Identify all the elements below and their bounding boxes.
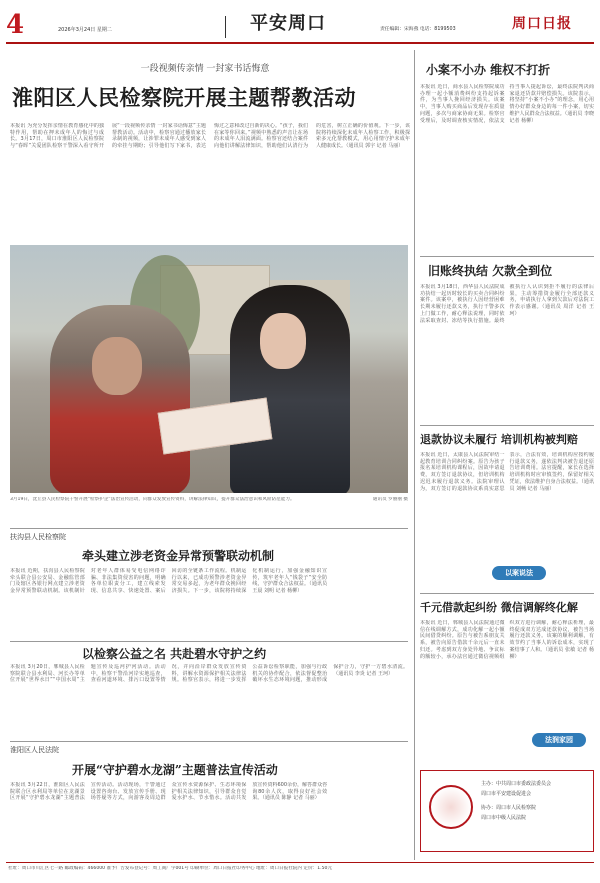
ecology-body: 本报讯 3月20日，郸城县人民检察院联合县水利局、河长办等单位开展“世界水日”“中国水周”主题宣传及巡河护河活动。活动中，检察干警沿河岸实地巡查，查看河道环境、排污口设置等情况，并向沿岸群众发放宣传资料，讲解水资源保护相关法律法规。检察官表示，将进一步发挥公益诉讼检察职能，加强与行政机关的协作配合，依法督促整治破坏水生态环境问题，推动形成保护合力，守护一方碧水清流。（通讯员 李炎 记者 王珂） (10, 664, 408, 684)
news-photo (10, 245, 408, 493)
dragon-headline: 开展“守护碧水龙湖”主题普法宣传活动 (72, 763, 278, 777)
small-case-headline: 小案不小办 维权不打折 (426, 63, 551, 77)
divider-5 (420, 425, 594, 426)
lead-headline: 淮阳区人民检察院开展主题帮教活动 (12, 85, 356, 110)
divider-2 (10, 641, 408, 642)
fraud-body: 本报讯 近期，扶沟县人民检察院牵头联合县公安局、金融监管部门及辖区各银行网点建立涉老资金异常预警联动机制。该机制针对老年人群体易受电信网络诈骗、非法集资侵害的问题，明确各单位职责分工，建立线索发现、信息共享、快速处置、案后回访的全链条工作流程。机制运行以来，已成功预警涉老资金异常交易多起，为老年群众挽回经济损失。下一步，该院将持续深化机制运行，加强金融知识宣传，筑牢老年人“钱袋子”安全防线，守护群众合法权益。（通讯员 王晨 刘明 记者 杨柳） (10, 568, 328, 595)
header-rule (6, 42, 594, 44)
divider-4 (420, 256, 594, 257)
photo-prosecutor-face (260, 313, 306, 369)
badge-case-talk (492, 566, 546, 580)
caption-text: 3月19日，沈丘县人民检察院干警开展“检察护企”法治宣传活动，向群众发放宣传资料，讲解法律知识，提升群众法治意识和风险防范能力。 (10, 497, 295, 502)
badge-law-home (532, 733, 586, 747)
small-case-body: 本报讯 近日，商水县人民检察院成功办理一起小额消费纠纷支持起诉案件，为当事人挽回经济损失。该案中，当事人购买商品后发现存在质量问题，多次与商家协商无果。检察官受理后，及时调查核实情况，依法支持当事人提起诉讼，最终法院判决商家退还货款并赔偿损失。该院表示，将坚持“小案不小办”的理念，用心用情办好群众身边的每一件小案，切实维护人民群众合法权益。（通讯员 李晓 记者 杨柳） (420, 84, 594, 124)
kicker-text: 一段视频传亲情 一封家书话悔意 (140, 64, 270, 74)
section-title: 平安周口 (250, 13, 326, 34)
footer-text: 社址：周口市川汇区七一路 邮政编码：466000 准予广告发布登记号：周工商广字001号 印刷单位：周口日报社印务中心 地址：周口日报社院内 定价：1.50元 (8, 866, 333, 871)
divider-1 (10, 528, 408, 529)
photo-credit: 通讯员 罗丽丽 摄 (372, 497, 408, 502)
sponsor-emblem (429, 785, 473, 829)
sponsor-line-4: 周口市中级人民法院 (481, 815, 527, 821)
photo-caption (10, 497, 408, 519)
photo-woman-face (92, 337, 142, 395)
issue-date: 2026年3月24日 星期二 (58, 27, 112, 33)
page-number: 4 (6, 10, 25, 40)
dragon-tag: 淮阳区人民法院 (10, 746, 59, 754)
loan-body: 本报讯 近日，郸城县人民法院通过微信在线调解方式，成功化解一起小额民间借贷纠纷。原告与被告系朋友关系，被告向原告借款千余元后一直未归还。考虑到双方身处异地、争议标的额较小，承办法官通过微信视频组织双方进行调解，耐心释法析理，最终促成双方达成还款协议，被告当场履行还款义务。该案的顺利调解，有效节约了当事人的诉讼成本，实现了案结事了人和。（通讯员 张敏 记者 杨柳） (420, 620, 594, 660)
sponsor-line-3: 协办：周口市人民检察院 (481, 805, 537, 811)
newspaper-logo: 周口日报 (512, 16, 572, 32)
refund-headline: 退款协议未履行 培训机构被判赔 (420, 433, 578, 446)
fraud-tag: 扶沟县人民检察院 (10, 533, 66, 541)
sponsor-box (420, 770, 594, 852)
badge-case-talk-label: 以案说法 (505, 569, 533, 577)
editor-info: 责任编辑：宋海燕 电话：8199503 (380, 27, 456, 32)
divider-6 (420, 593, 594, 594)
lead-body: 本报讯 为充分发挥亲情在教育感化中的独特作用，帮助在押未成年人的悔过与成长。3月17日，周口市淮阳区人民检察院与“春晖”关爱团队检察干警深入看守所开展“一段视频传亲情 一封家书话悔意”主题帮教活动。活动中，检察官通过播放家长录制的视频，让涉罪未成年人感受到家人的牵挂与期盼；引导他们写下家书，表达悔过之意和改过自新的决心。“孩子，我们在家等你回来。”视频中熟悉的声音让在场的未成年人泪流满面。检察官还结合案件向他们讲解法律知识，帮助他们认清行为的危害，树立正确的价值观。下一步，该院将持续深化未成年人检察工作，积极探索多元化帮教模式，用心用情守护未成年人健康成长。（通讯员 郭宇 记者 马丽） (10, 123, 410, 150)
sponsor-line-2: 周口市平安建设促进会 (481, 791, 532, 797)
column-separator (414, 50, 415, 860)
refund-body: 本报讯 近日，太康县人民法院审结一起教育培训合同纠纷案。原告为孩子报名某培训机构课程后，因故申请退费，双方签订退款协议，但培训机构迟迟未履行退款义务。法院审理认为，双方签订的退款协议系真实意思表示，合法有效，培训机构应按约履行退款义务，遂依法判决被告退还原告培训费用。法官提醒，家长在选择培训机构时应审慎签约，保留好相关凭证，依法维护自身合法权益。（通讯员 刘畅 记者 马丽） (420, 452, 594, 492)
footer-rule (6, 862, 594, 863)
badge-law-home-label: 法润家园 (545, 736, 573, 744)
photo-elderly-woman (50, 305, 190, 493)
debt-headline: 旧账终执结 欠款全到位 (428, 264, 553, 278)
divider-3 (10, 741, 408, 742)
dragon-body: 本报讯 3月22日，淮阳区人民法院联合区水利局等单位在龙湖景区开展“守护碧水龙湖”主题普法宣传活动。活动现场，干警通过设置咨询台、发放宣传手册、现场答疑等方式，向游客及周边群众宣传水资源保护、生态环境保护相关法律知识，引导群众自觉爱水护水、节水惜水。活动共发放宣传资料600余份，解答群众咨询80余人次，取得良好社会效果。（通讯员 陈静 记者 马丽） (10, 782, 328, 802)
ecology-headline: 以检察公益之名 共赴碧水守护之约 (82, 647, 267, 661)
lead-kicker (80, 66, 330, 73)
loan-headline: 千元借款起纠纷 微信调解终化解 (420, 601, 578, 614)
header-divider (225, 16, 226, 38)
fraud-headline: 牵头建立涉老资金异常预警联动机制 (82, 549, 275, 563)
sponsor-line-1: 主办：中共周口市委政法委员会 (481, 781, 552, 787)
debt-body: 本报讯 3月18日，西华县人民法院成功执结一起历时较长的买卖合同纠纷案件。该案中，被执行人因经营困难长期未履行还款义务，执行干警多次上门做工作，耐心释法说理，同时依法采取查封、冻结等执行措施。最终被执行人认识到拒不履行的法律后果，主动筹措资金履行全部还款义务，申请执行人拿到欠款后对法院工作表示感谢。（通讯员 周洋 记者 王珂） (420, 284, 594, 324)
